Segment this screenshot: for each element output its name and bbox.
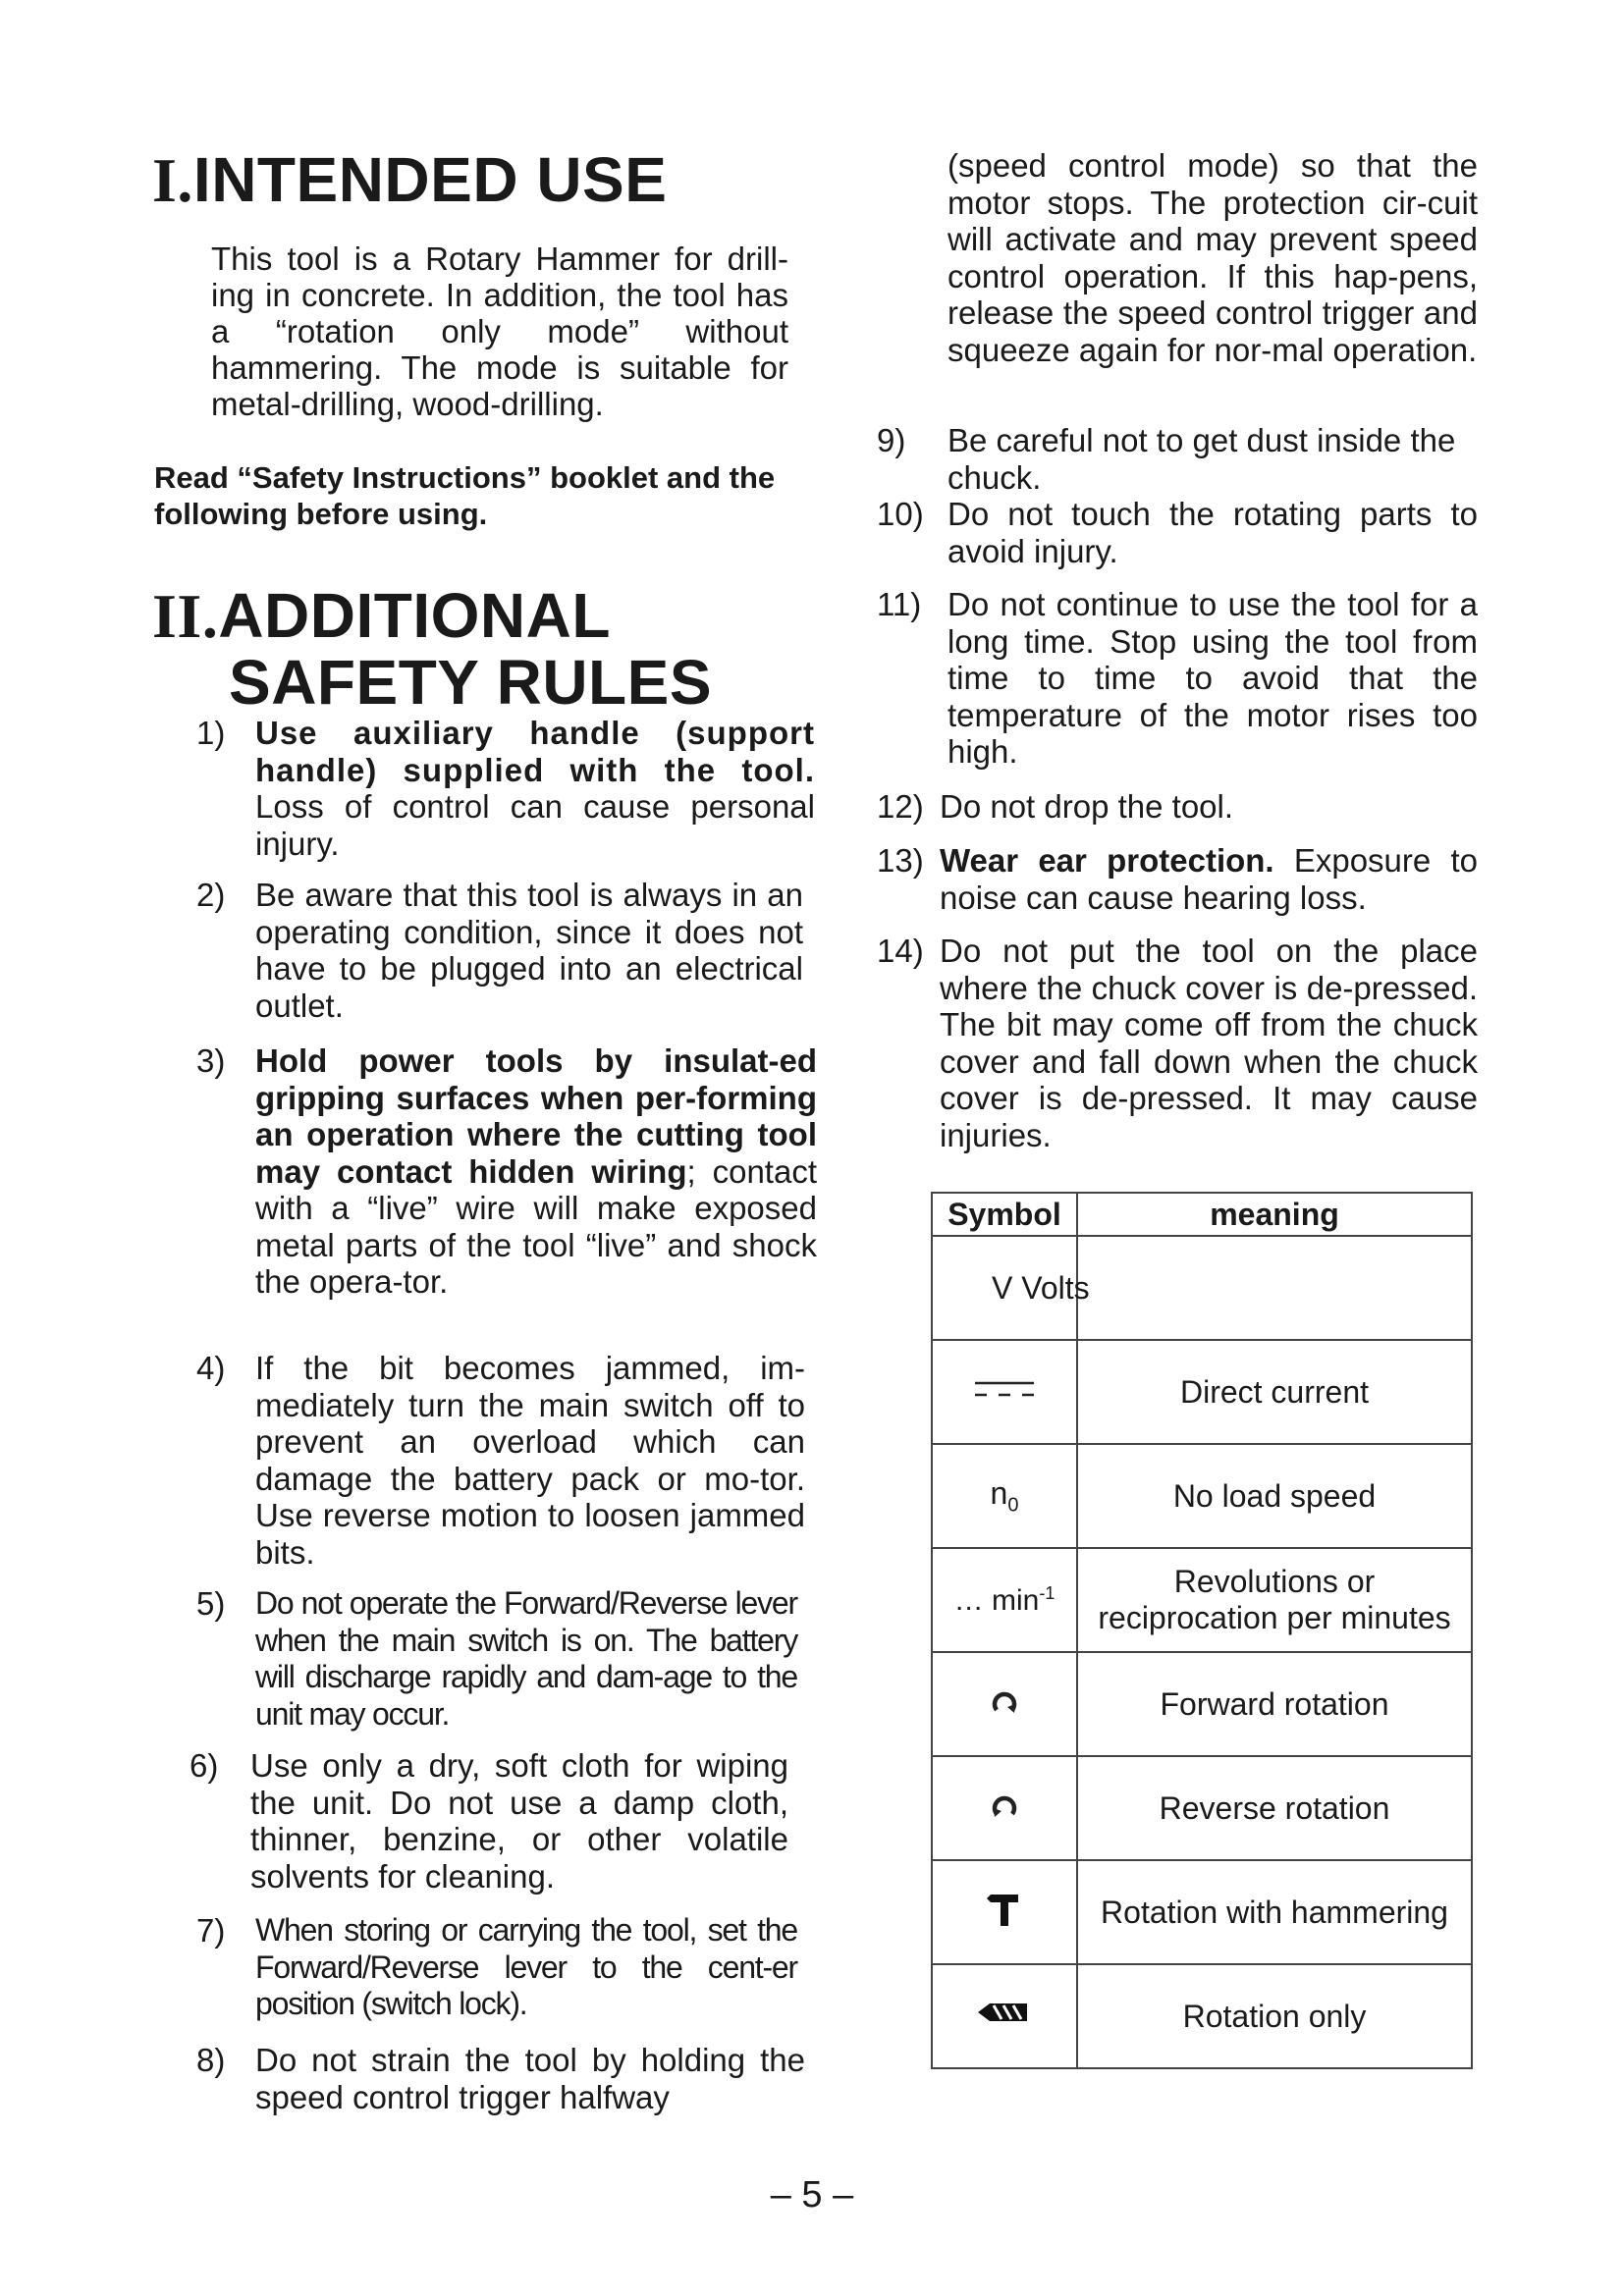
- rule-text: Use only a dry, soft cloth for wiping the unit. Do not use a damp cloth, thinner, benzine, or other volatile solvents for cleaning.: [250, 1747, 788, 1895]
- rule-number: 9): [877, 422, 906, 458]
- volts-symbol: V Volts: [992, 1270, 1090, 1306]
- rule-text: When storing or carrying the tool, set the Forward/Reverse lever to the cent-er position (switch lock).: [255, 1912, 797, 2021]
- table-row: [932, 1444, 1472, 1548]
- rule-text: Exposure to noise can cause hearing loss.: [940, 842, 1478, 916]
- section-2-numeral: II.: [152, 581, 219, 651]
- rule-number: 13): [877, 842, 924, 879]
- rule-number: 14): [877, 933, 924, 969]
- min-inverse-symbol: … $\min^{-1}$: [932, 1548, 1077, 1652]
- page-number: – 5 –: [770, 2174, 854, 2216]
- rule-text: ; contact with a “live” wire will make exposed metal parts of the tool “live” and shock the opera-tor.: [255, 1152, 817, 1300]
- section-2-heading-line2: SAFETY RULES: [229, 647, 712, 718]
- section-2-heading: [152, 580, 611, 651]
- direct-current-icon: [932, 1340, 1077, 1444]
- meaning-cell: Direct current: [1077, 1340, 1472, 1444]
- rule-number: 4): [196, 1350, 226, 1386]
- table-row: [932, 1652, 1472, 1756]
- rule-number: 1): [196, 715, 226, 751]
- rule-number: 7): [196, 1912, 226, 1949]
- rule-bold: Use auxiliary handle (support handle) supplied with the tool.: [255, 715, 815, 788]
- hammer-icon: [932, 1860, 1077, 1964]
- table-row: [932, 1340, 1472, 1444]
- volts-meaning: Volts: [1021, 1270, 1090, 1306]
- table-row: [932, 1964, 1472, 2068]
- symbol-table: [931, 1192, 1473, 2069]
- rule-text: Do not operate the Forward/Reverse lever when the main switch is on. The battery will discharge rapidly and dam-age to the unit may occur.: [255, 1585, 797, 1732]
- meaning-cell: Forward rotation: [1077, 1652, 1472, 1756]
- rule-text: Do not strain the tool by holding the speed control trigger halfway: [255, 2042, 805, 2115]
- header-symbol: Symbol: [932, 1193, 1077, 1236]
- section-1-numeral: I.: [152, 145, 193, 215]
- rule-text: Do not continue to use the tool for a long time. Stop using the tool from time to time to avoid that the temperature of the motor rises too high.: [947, 586, 1478, 770]
- rule-number: 8): [196, 2042, 226, 2078]
- rule-text: If the bit becomes jammed, im-mediately turn the main switch off to prevent an overload which can damage the battery pack or mo-tor. Use reverse motion to loosen jammed bits.: [255, 1350, 805, 1571]
- rule-number: 12): [877, 788, 924, 825]
- rule-number: 11): [877, 586, 922, 622]
- intended-use-body: This tool is a Rotary Hammer for drill-ing in concrete. In addition, the tool has a “rotation only mode” without hammering. The mode is suitable for metal-drilling, wood-drilling.: [211, 240, 788, 422]
- rule-number: 2): [196, 877, 226, 913]
- rule-text: Do not drop the tool.: [940, 788, 1234, 825]
- rule-bold: Hold power tools by insulat-ed gripping surfaces when per-forming an operation where the cutting tool may contact hidden wiring: [255, 1042, 817, 1190]
- table-row: [932, 1756, 1472, 1860]
- rule-text: Be aware that this tool is always in an operating condition, since it does not have to be plugged into an electrical outlet.: [255, 877, 803, 1024]
- volts-cell: [932, 1236, 1472, 1340]
- section-2-title-line1: ADDITIONAL: [218, 580, 611, 651]
- header-meaning: meaning: [1077, 1193, 1472, 1236]
- safety-booklet-note: Read “Safety Instructions” booklet and the following before using.: [154, 460, 776, 531]
- rule-bold: Wear ear protection.: [940, 842, 1274, 879]
- rule-number: 3): [196, 1042, 226, 1079]
- rule-text: Be careful not to get dust inside the chuck.: [947, 422, 1456, 496]
- rule-text: Do not put the tool on the place where the chuck cover is de-pressed. The bit may come off from the chuck cover and fall down when the chuck cover is de-pressed. It may cause injuries.: [940, 933, 1478, 1153]
- table-row: [932, 1860, 1472, 1964]
- no-load-speed-icon: $n_0$: [932, 1444, 1077, 1548]
- reverse-rotation-icon: [932, 1756, 1077, 1860]
- rule-number: 10): [877, 496, 924, 532]
- rule-text: Do not touch the rotating parts to avoid injury.: [947, 496, 1478, 569]
- meaning-cell: Revolutions or reciprocation per minutes: [1077, 1548, 1472, 1652]
- table-row: [932, 1548, 1472, 1652]
- meaning-cell: No load speed: [1077, 1444, 1472, 1548]
- rule-number: 6): [189, 1747, 219, 1784]
- table-row: [932, 1236, 1472, 1340]
- rule-text: (speed control mode) so that the motor stops. The protection cir-cuit will activate and may prevent speed control operation. If this hap-pens, release the speed control trigger and squeeze again for nor-mal operation.: [947, 147, 1478, 368]
- table-header-row: [932, 1193, 1472, 1236]
- meaning-cell: Rotation only: [1077, 1964, 1472, 2068]
- section-1-title: INTENDED USE: [192, 144, 668, 215]
- section-1-heading: [152, 144, 668, 215]
- rule-text: Loss of control can cause personal injury.: [255, 788, 815, 862]
- drill-bit-icon: [932, 1964, 1077, 2068]
- forward-rotation-icon: [932, 1652, 1077, 1756]
- meaning-cell: Reverse rotation: [1077, 1756, 1472, 1860]
- rule-number: 5): [196, 1585, 226, 1622]
- meaning-cell: Rotation with hammering: [1077, 1860, 1472, 1964]
